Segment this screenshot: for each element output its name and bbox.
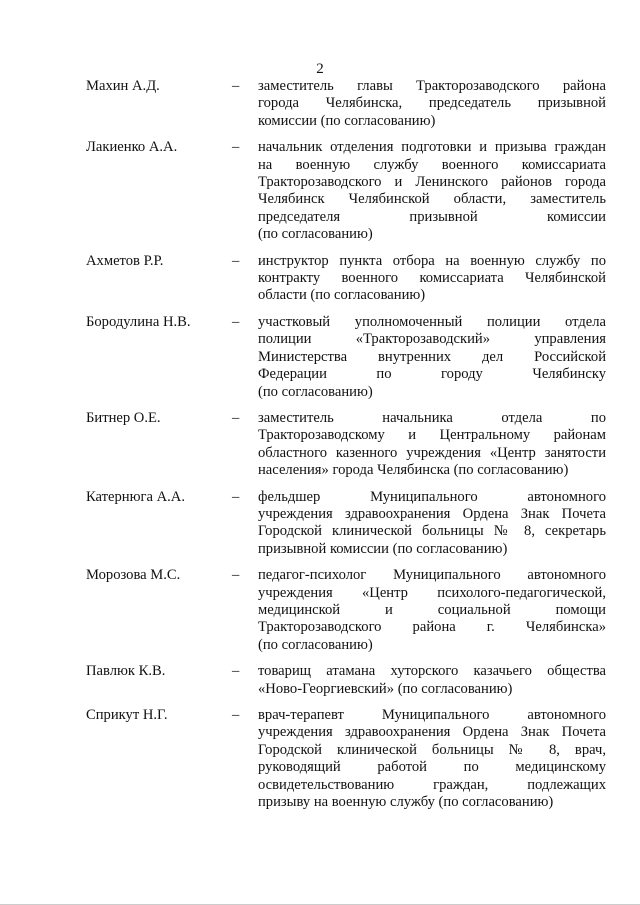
role-line: председателя призывной комиссии bbox=[258, 208, 606, 225]
role-line: Тракторозаводского района г. Челябинска» bbox=[258, 619, 606, 636]
role-line: области (по согласованию) bbox=[258, 287, 426, 304]
member-role bbox=[258, 253, 606, 305]
page-number: 2 bbox=[316, 61, 324, 77]
member-role bbox=[258, 139, 606, 243]
member-name: Битнер О.Е. bbox=[86, 409, 161, 426]
role-line: педагог-психолог Муниципального автономного bbox=[258, 567, 606, 584]
role-line: (по согласованию) bbox=[258, 226, 373, 243]
role-line: руководящий работой по медицинскому bbox=[258, 759, 606, 776]
dash-separator: – bbox=[232, 252, 240, 269]
member-name: Махин А.Д. bbox=[86, 78, 160, 94]
role-line: врач-терапевт Муниципального автономного bbox=[258, 707, 606, 723]
member-role bbox=[258, 78, 606, 130]
role-line: призыву на военную службу (по согласованию) bbox=[258, 794, 554, 811]
member-name: Бородулина Н.В. bbox=[86, 313, 191, 330]
member-name: Павлюк К.В. bbox=[86, 663, 166, 680]
dash-separator: – bbox=[232, 663, 240, 680]
role-line: контракту военного комиссариата Челябинской bbox=[258, 270, 606, 287]
role-line: товарищ атамана хуторского казачьего общества bbox=[258, 663, 606, 680]
role-line: медицинской и социальной помощи bbox=[258, 601, 606, 618]
role-line: фельдшер Муниципального автономного bbox=[258, 488, 606, 505]
list-item bbox=[86, 567, 606, 654]
role-line: участковый уполномоченный полиции отдела bbox=[258, 313, 606, 330]
member-role bbox=[258, 489, 606, 559]
dash-separator: – bbox=[232, 139, 240, 156]
role-line: (по согласованию) bbox=[258, 636, 373, 653]
list-item bbox=[86, 78, 606, 130]
member-name: Лакиенко А.А. bbox=[86, 139, 178, 156]
list-item bbox=[86, 489, 606, 559]
role-line: освидетельствованию граждан, подлежащих bbox=[258, 776, 606, 793]
dash-separator: – bbox=[232, 409, 240, 426]
member-role bbox=[258, 410, 606, 480]
role-line: Городской клинической больницы № 8, секретарь bbox=[258, 523, 606, 540]
member-role bbox=[258, 314, 606, 401]
role-line: учреждения «Центр психолого-педагогической, bbox=[258, 584, 606, 601]
member-name: Сприкут Н.Г. bbox=[86, 707, 168, 723]
role-line: на военную службу военного комиссариата bbox=[258, 156, 606, 173]
list-item bbox=[86, 253, 606, 305]
dash-separator: – bbox=[232, 313, 240, 330]
role-line: призывной комиссии (по согласованию) bbox=[258, 540, 508, 557]
role-line: учреждения здравоохранения Ордена Знак Почета bbox=[258, 505, 606, 522]
role-line: комиссии (по согласованию) bbox=[258, 112, 436, 129]
member-role bbox=[258, 567, 606, 654]
member-name: Морозова М.С. bbox=[86, 567, 181, 584]
role-line: (по согласованию) bbox=[258, 383, 373, 400]
role-line: населения» города Челябинска (по согласованию) bbox=[258, 462, 569, 479]
member-name: Катернюга А.А. bbox=[86, 488, 185, 505]
dash-separator: – bbox=[232, 707, 240, 723]
role-line: начальник отделения подготовки и призыва граждан bbox=[258, 139, 606, 156]
role-line: Министерства внутренних дел Российской bbox=[258, 348, 606, 365]
role-line: полиции «Тракторозаводский» управления bbox=[258, 331, 606, 348]
role-line: города Челябинска, председатель призывной bbox=[258, 95, 606, 112]
member-role bbox=[258, 707, 606, 811]
member-name: Ахметов Р.Р. bbox=[86, 252, 164, 269]
members-list bbox=[86, 78, 606, 820]
member-role bbox=[258, 663, 606, 698]
list-item bbox=[86, 707, 606, 811]
role-line: заместитель начальника отдела по bbox=[258, 409, 606, 426]
list-item bbox=[86, 314, 606, 401]
role-line: «Ново-Георгиевский» (по согласованию) bbox=[258, 680, 513, 697]
role-line: инструктор пункта отбора на военную службу по bbox=[258, 252, 606, 269]
list-item bbox=[86, 663, 606, 698]
role-line: Тракторозаводского и Ленинского районов города bbox=[258, 174, 606, 191]
dash-separator: – bbox=[232, 78, 240, 94]
list-item bbox=[86, 139, 606, 243]
role-line: областного казенного учреждения «Центр занятости bbox=[258, 444, 606, 461]
role-line: Городской клинической больницы № 8, врач, bbox=[258, 741, 606, 758]
role-line: заместитель главы Тракторозаводского района bbox=[258, 78, 606, 94]
role-line: Федерации по городу Челябинску bbox=[258, 366, 606, 383]
dash-separator: – bbox=[232, 567, 240, 584]
role-line: учреждения здравоохранения Ордена Знак Почета bbox=[258, 724, 606, 741]
role-line: Тракторозаводскому и Центральному районам bbox=[258, 427, 606, 444]
dash-separator: – bbox=[232, 488, 240, 505]
list-item bbox=[86, 410, 606, 480]
role-line: Челябинск Челябинской области, заместитель bbox=[258, 191, 606, 208]
